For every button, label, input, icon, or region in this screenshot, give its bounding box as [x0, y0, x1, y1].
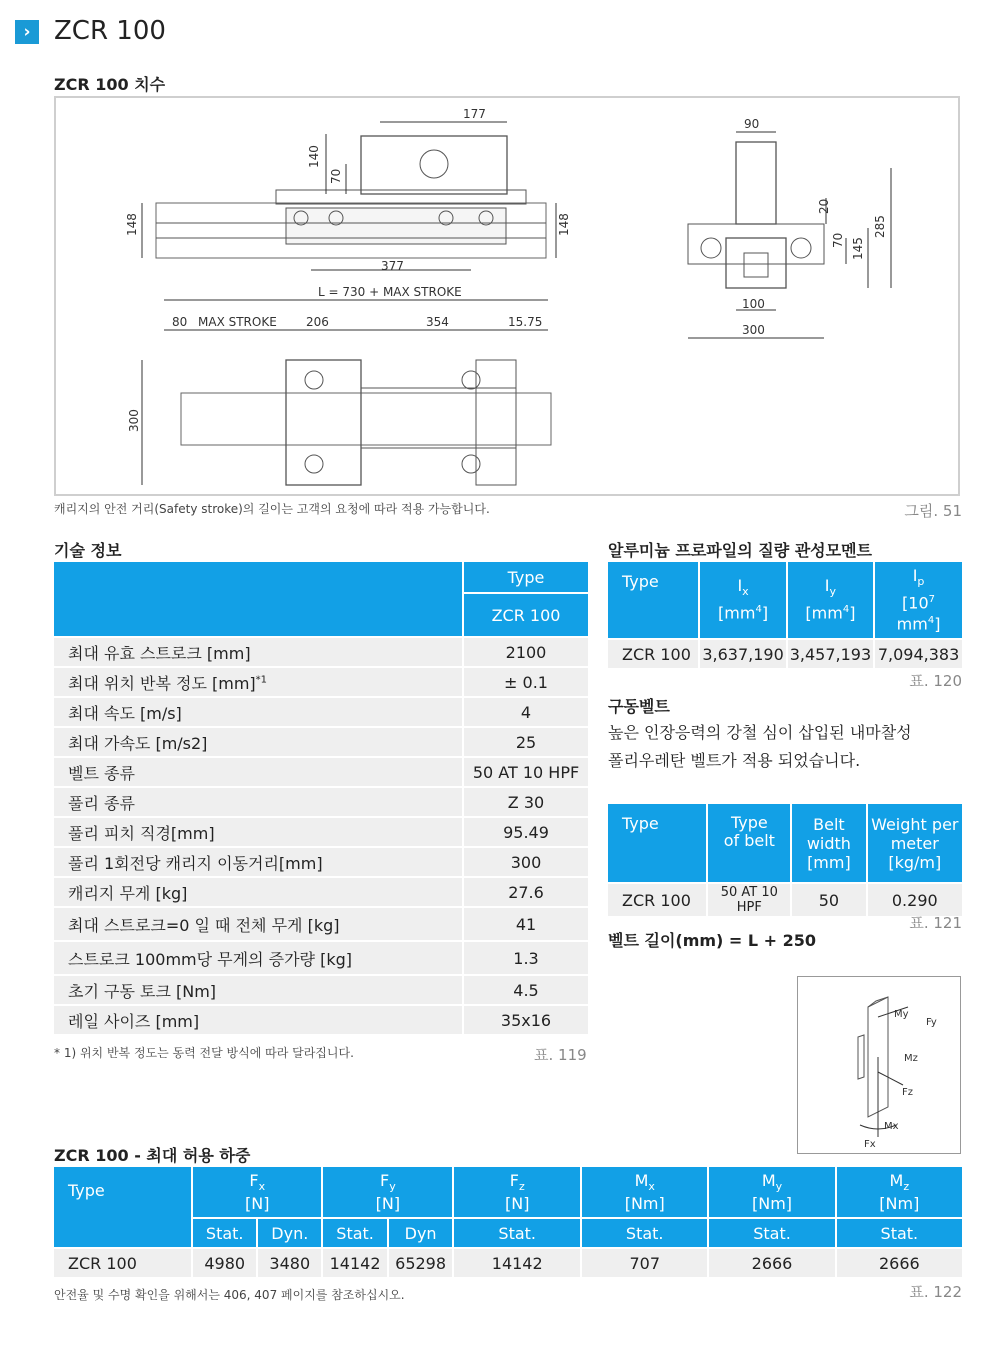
header-line: Weight per	[871, 814, 959, 834]
loads-value: 4980	[193, 1249, 256, 1277]
ix-unit-exp: 4	[755, 604, 762, 616]
loads-value: 65298	[389, 1249, 453, 1277]
header-line: width	[806, 833, 851, 853]
loads-sub-dyn: Dyn	[389, 1219, 453, 1247]
inertia-header-ix	[700, 562, 785, 638]
subscript: y	[775, 1180, 783, 1194]
tech-value: 1.3	[464, 942, 588, 974]
inertia-header-type: Type	[608, 562, 698, 638]
belt-header-weight	[868, 804, 962, 882]
header-line: Type	[730, 813, 768, 832]
tech-label: 최대 유효 스트로크 [mm]	[54, 638, 462, 666]
tech-label: 초기 구동 토크 [Nm]	[54, 976, 462, 1004]
axis-mz: Mz	[904, 1053, 918, 1064]
tech-value: 300	[464, 848, 588, 876]
loads-title: ZCR 100 - 최대 허용 하중	[54, 1146, 251, 1165]
symbol: M	[761, 1170, 776, 1190]
dim-300-bottom: 300	[742, 323, 765, 337]
symbol: F	[249, 1170, 259, 1190]
unit: [N]	[375, 1194, 401, 1214]
ip-unit-exp: 7	[928, 593, 936, 605]
tech-value: 4.5	[464, 976, 588, 1004]
belt-model: ZCR 100	[608, 884, 706, 916]
inertia-iy: 3,457,193	[788, 640, 873, 668]
loads-value: 3480	[258, 1249, 321, 1277]
tech-label: 최대 스트로크=0 일 때 전체 무게 [kg]	[54, 908, 462, 940]
dim-145: 145	[851, 237, 865, 260]
drawing-section-title: ZCR 100 치수	[54, 75, 166, 94]
belt-width: 50	[792, 884, 865, 916]
dim-148-right: 148	[557, 213, 571, 236]
tech-value: 27.6	[464, 878, 588, 906]
loads-sub-stat: Stat.	[709, 1219, 834, 1247]
iy-unit-exp: 4	[842, 604, 850, 616]
belt-header-type-of-belt	[708, 804, 790, 882]
tech-label: 캐리지 무게 [kg]	[54, 878, 462, 906]
dim-80: 80	[172, 315, 188, 329]
unit: [Nm]	[879, 1194, 920, 1214]
dim-100: 100	[742, 297, 765, 311]
inertia-model: ZCR 100	[608, 640, 698, 668]
ip-unit-end: ]	[934, 614, 941, 634]
axis-mx: Mx	[884, 1121, 899, 1132]
loads-sub-stat: Stat.	[837, 1219, 962, 1247]
belt-header-width	[792, 804, 865, 882]
loads-sub-stat: Stat.	[323, 1219, 387, 1247]
loads-header-fy	[323, 1167, 452, 1217]
dim-354: 354	[426, 315, 449, 329]
belt-type: 50 AT 10 HPF	[708, 884, 790, 916]
belt-weight: 0.290	[868, 884, 962, 916]
inertia-table	[606, 560, 964, 670]
dim-length: L = 730 + MAX STROKE	[318, 285, 462, 299]
tech-table	[52, 560, 590, 1036]
tech-value: 95.49	[464, 818, 588, 846]
ip-unit-mm: mm	[896, 614, 928, 634]
loads-value: 14142	[323, 1249, 387, 1277]
tech-label: 풀리 1회전당 캐리지 이동거리[mm]	[54, 848, 462, 876]
dim-285: 285	[873, 215, 887, 238]
tech-label: 레일 사이즈 [mm]	[54, 1006, 462, 1034]
axis-my: My	[894, 1009, 909, 1020]
tech-value: 35x16	[464, 1006, 588, 1034]
subscript: y	[389, 1180, 396, 1194]
header-line: meter	[890, 833, 939, 853]
table-number: 표. 119	[534, 1046, 587, 1064]
tech-header-model: ZCR 100	[464, 594, 588, 636]
loads-header-fx	[193, 1167, 321, 1217]
loads-sub-stat: Stat.	[454, 1219, 580, 1247]
tech-value: ± 0.1	[464, 668, 588, 696]
dim-206: 206	[306, 315, 329, 329]
axis-fy: Fy	[926, 1017, 937, 1028]
header-line: Belt	[813, 814, 845, 834]
drawing-note: 캐리지의 안전 거리(Safety stroke)의 길이는 고객의 요청에 따라 적용 가능합니다.	[54, 502, 490, 516]
belt-length-formula: 벨트 길이(mm) = L + 250	[608, 931, 817, 950]
ip-subscript: p	[917, 574, 925, 588]
symbol: M	[634, 1170, 649, 1190]
loads-value: 2666	[837, 1249, 962, 1277]
ix-unit-end: ]	[761, 603, 769, 623]
ip-symbol: I	[912, 565, 918, 585]
table-number: 표. 120	[909, 672, 962, 690]
unit: [N]	[505, 1194, 530, 1214]
tech-label: 벨트 종류	[54, 758, 462, 786]
tech-label-with-note	[54, 668, 462, 696]
iy-unit-end: ]	[849, 603, 856, 623]
tech-footnote: * 1) 위치 반복 정도는 동력 전달 방식에 따라 달라집니다.	[54, 1046, 354, 1060]
drawing-svg	[56, 98, 958, 494]
iy-symbol: I	[824, 576, 830, 596]
belt-desc-line1: 높은 인장응력의 강철 심이 삽입된 내마찰성	[608, 723, 912, 742]
tech-value: 4	[464, 698, 588, 726]
subscript: z	[903, 1180, 910, 1194]
dim-15-75: 15.75	[508, 315, 543, 329]
symbol: M	[889, 1170, 904, 1190]
unit: [Nm]	[751, 1194, 793, 1214]
dim-20: 20	[817, 198, 831, 214]
tech-value: 50 AT 10 HPF	[464, 758, 588, 786]
dim-70: 70	[329, 168, 343, 184]
technical-drawing	[54, 96, 960, 496]
dim-140: 140	[307, 145, 321, 168]
loads-header-type: Type	[54, 1167, 191, 1247]
iy-subscript: y	[829, 585, 837, 599]
ip-unit-exp2: 4	[927, 615, 935, 627]
loads-sub-stat: Stat.	[582, 1219, 707, 1247]
table-number: 표. 122	[909, 1283, 962, 1301]
dim-148-left: 148	[125, 213, 139, 236]
subscript: x	[648, 1180, 655, 1194]
axis-svg	[798, 977, 960, 1153]
tech-value: 41	[464, 908, 588, 940]
tech-header-type: Type	[464, 562, 588, 592]
dim-90: 90	[744, 117, 760, 131]
inertia-title: 알루미늄 프로파일의 질량 관성모멘트	[608, 541, 873, 560]
tech-title: 기술 정보	[54, 541, 122, 560]
loads-header-mx	[582, 1167, 707, 1217]
axis-fx: Fx	[864, 1139, 876, 1150]
loads-value: 707	[582, 1249, 707, 1277]
dim-377: 377	[381, 259, 404, 273]
tech-label: 최대 가속도 [m/s2]	[54, 728, 462, 756]
ix-unit: [mm	[718, 603, 756, 623]
page-title: ZCR 100	[54, 16, 166, 46]
dim-177: 177	[463, 107, 486, 121]
ip-unit: [10	[902, 593, 929, 613]
loads-table	[52, 1165, 964, 1279]
figure-number: 그림. 51	[904, 502, 962, 520]
inertia-header-ip	[875, 562, 962, 638]
table-number: 표. 121	[909, 914, 962, 932]
belt-header-type: Type	[608, 804, 706, 882]
header-line: [mm]	[807, 852, 851, 872]
tech-label: 풀리 종류	[54, 788, 462, 816]
tech-label: 최대 속도 [m/s]	[54, 698, 462, 726]
axis-fz: Fz	[902, 1087, 914, 1098]
symbol: F	[509, 1170, 519, 1190]
belt-desc-line2: 폴리우레탄 벨트가 적용 되었습니다.	[608, 751, 861, 770]
tech-label: 풀리 피치 직경[mm]	[54, 818, 462, 846]
ix-symbol: I	[737, 576, 743, 596]
subscript: x	[258, 1180, 266, 1194]
tech-value: 2100	[464, 638, 588, 666]
ix-subscript: x	[742, 585, 749, 599]
loads-sub-stat: Stat.	[193, 1219, 256, 1247]
loads-header-mz	[837, 1167, 962, 1217]
dim-300-left: 300	[127, 409, 141, 432]
loads-model: ZCR 100	[54, 1249, 191, 1277]
footnote-marker: *1	[255, 674, 268, 686]
dim-max-stroke: MAX STROKE	[198, 315, 277, 329]
belt-title: 구동벨트	[608, 697, 670, 716]
belt-table	[606, 802, 964, 918]
inertia-header-iy	[788, 562, 873, 638]
loads-sub-dyn: Dyn.	[258, 1219, 321, 1247]
iy-unit: [mm	[805, 603, 843, 623]
header-line: [kg/m]	[888, 852, 942, 872]
tech-value: 25	[464, 728, 588, 756]
tech-label: 최대 위치 반복 정도 [mm]	[68, 673, 256, 693]
tech-value: Z 30	[464, 788, 588, 816]
tech-header-blank	[54, 562, 462, 636]
loads-note: 안전율 및 수명 확인을 위해서는 406, 407 페이지를 참조하십시오.	[54, 1288, 405, 1302]
subscript: z	[518, 1180, 525, 1194]
symbol: F	[379, 1170, 390, 1190]
tech-label: 스트로크 100mm당 무게의 증가량 [kg]	[54, 942, 462, 974]
inertia-ip: 7,094,383	[875, 640, 962, 668]
loads-header-fz	[454, 1167, 580, 1217]
unit: [Nm]	[624, 1194, 665, 1214]
axis-diagram	[797, 976, 961, 1154]
chevron-right-icon: ›	[15, 20, 39, 44]
loads-header-my	[709, 1167, 834, 1217]
loads-value: 14142	[454, 1249, 580, 1277]
inertia-ix: 3,637,190	[700, 640, 785, 668]
loads-value: 2666	[709, 1249, 834, 1277]
header-line: of belt	[723, 831, 775, 850]
unit: [N]	[245, 1194, 270, 1214]
dim-70-right: 70	[831, 232, 845, 248]
